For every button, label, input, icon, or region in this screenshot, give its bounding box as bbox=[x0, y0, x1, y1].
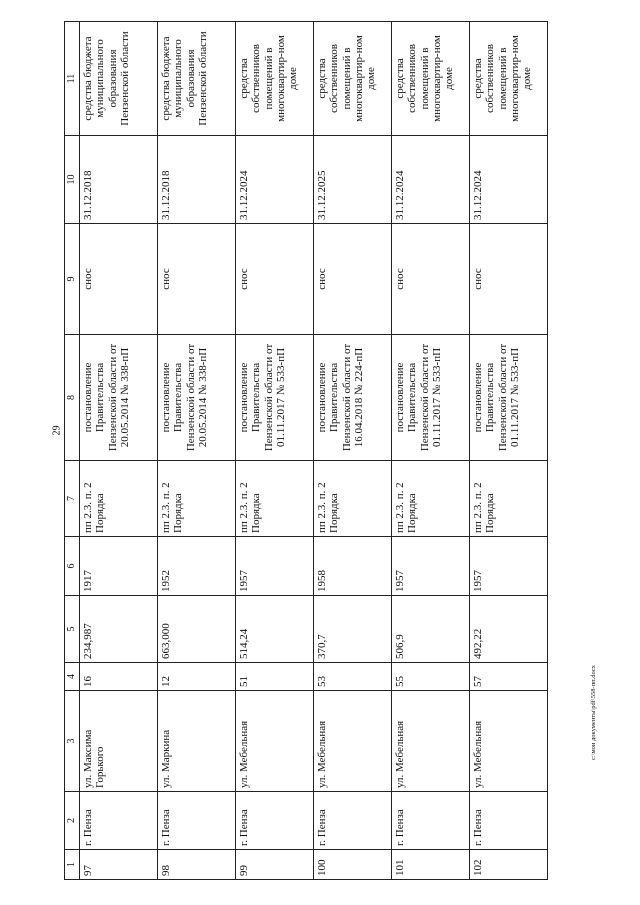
deadline-cell: 31.12.2018 bbox=[80, 136, 158, 224]
table-row bbox=[236, 22, 314, 880]
street-cell: ул. Мебельная bbox=[470, 691, 548, 792]
deadline-cell: 31.12.2018 bbox=[158, 136, 236, 224]
basis-cell: пп 2.3. п. 2 Порядка bbox=[80, 461, 158, 537]
column-header-10: 10 bbox=[65, 136, 80, 224]
basis-cell: пп 2.3. п. 2 Порядка bbox=[392, 461, 470, 537]
action-cell: снос bbox=[80, 224, 158, 335]
city-cell: г. Пенза bbox=[158, 792, 236, 850]
action-cell: снос bbox=[470, 224, 548, 335]
basis-cell: пп 2.3. п. 2 Порядка bbox=[470, 461, 548, 537]
column-header-7: 7 bbox=[65, 461, 80, 537]
row-number-cell: 100 bbox=[314, 850, 392, 880]
funding-source-cell: средства собственников помещений в многоквартир-ном доме bbox=[236, 22, 314, 136]
deadline-cell: 31.12.2024 bbox=[236, 136, 314, 224]
house-number-cell: 12 bbox=[158, 663, 236, 691]
house-number-cell: 53 bbox=[314, 663, 392, 691]
deadline-cell: 31.12.2024 bbox=[470, 136, 548, 224]
area-cell: 514,24 bbox=[236, 596, 314, 663]
house-number-cell: 55 bbox=[392, 663, 470, 691]
street-cell: ул. Максима Горького bbox=[80, 691, 158, 792]
year-built-cell: 1957 bbox=[392, 537, 470, 596]
housing-table-container bbox=[64, 22, 582, 880]
row-number-cell: 101 bbox=[392, 850, 470, 880]
area-cell: 492,22 bbox=[470, 596, 548, 663]
table-row bbox=[158, 22, 236, 880]
area-cell: 370,7 bbox=[314, 596, 392, 663]
footer-file-path: c:\мои документы\pdf\558-пп.docx bbox=[590, 665, 597, 760]
basis-cell: пп 2.3. п. 2 Порядка bbox=[158, 461, 236, 537]
header-row bbox=[65, 22, 80, 880]
basis-cell: пп 2.3. п. 2 Порядка bbox=[236, 461, 314, 537]
housing-table bbox=[64, 21, 548, 880]
column-header-5: 5 bbox=[65, 596, 80, 663]
column-header-8: 8 bbox=[65, 335, 80, 461]
year-built-cell: 1957 bbox=[236, 537, 314, 596]
city-cell: г. Пенза bbox=[470, 792, 548, 850]
column-header-4: 4 bbox=[65, 663, 80, 691]
resolution-cell: постановление Правительства Пензенской области от 01.11.2017 № 533-пП bbox=[470, 335, 548, 461]
table-row bbox=[314, 22, 392, 880]
city-cell: г. Пенза bbox=[80, 792, 158, 850]
city-cell: г. Пенза bbox=[392, 792, 470, 850]
deadline-cell: 31.12.2024 bbox=[392, 136, 470, 224]
funding-source-cell: средства собственников помещений в многоквартир-ном доме bbox=[470, 22, 548, 136]
action-cell: снос bbox=[236, 224, 314, 335]
year-built-cell: 1952 bbox=[158, 537, 236, 596]
resolution-cell: постановление Правительства Пензенской области от 16.04.2018 № 224-пП bbox=[314, 335, 392, 461]
resolution-cell: постановление Правительства Пензенской области от 20.05.2014 № 338-пП bbox=[80, 335, 158, 461]
resolution-cell: постановление Правительства Пензенской области от 20.05.2014 № 338-пП bbox=[158, 335, 236, 461]
year-built-cell: 1958 bbox=[314, 537, 392, 596]
action-cell: снос bbox=[392, 224, 470, 335]
action-cell: снос bbox=[314, 224, 392, 335]
house-number-cell: 16 bbox=[80, 663, 158, 691]
year-built-cell: 1957 bbox=[470, 537, 548, 596]
street-cell: ул. Мебельная bbox=[314, 691, 392, 792]
street-cell: ул. Мебельная bbox=[236, 691, 314, 792]
funding-source-cell: средства собственников помещений в многоквартир-ном доме bbox=[314, 22, 392, 136]
street-cell: ул. Маркина bbox=[158, 691, 236, 792]
table-row bbox=[470, 22, 548, 880]
column-header-2: 2 bbox=[65, 792, 80, 850]
street-cell: ул. Мебельная bbox=[392, 691, 470, 792]
funding-source-cell: средства бюджета муниципального образования Пензенской области bbox=[158, 22, 236, 136]
resolution-cell: постановление Правительства Пензенской области от 01.11.2017 № 533-пП bbox=[236, 335, 314, 461]
basis-cell: пп 2.3. п. 2 Порядка bbox=[314, 461, 392, 537]
row-number-cell: 99 bbox=[236, 850, 314, 880]
column-header-6: 6 bbox=[65, 537, 80, 596]
year-built-cell: 1917 bbox=[80, 537, 158, 596]
area-cell: 234,987 bbox=[80, 596, 158, 663]
area-cell: 663,000 bbox=[158, 596, 236, 663]
house-number-cell: 51 bbox=[236, 663, 314, 691]
resolution-cell: постановление Правительства Пензенской области от 01.11.2017 № 533-пП bbox=[392, 335, 470, 461]
table-body bbox=[80, 22, 548, 880]
column-header-11: 11 bbox=[65, 22, 80, 136]
page-number: 29 bbox=[51, 425, 63, 436]
column-header-1: 1 bbox=[65, 850, 80, 880]
funding-source-cell: средства бюджета муниципального образования Пензенской области bbox=[80, 22, 158, 136]
column-header-3: 3 bbox=[65, 691, 80, 792]
funding-source-cell: средства собственников помещений в многоквартир-ном доме bbox=[392, 22, 470, 136]
city-cell: г. Пенза bbox=[236, 792, 314, 850]
row-number-cell: 97 bbox=[80, 850, 158, 880]
city-cell: г. Пенза bbox=[314, 792, 392, 850]
area-cell: 506,9 bbox=[392, 596, 470, 663]
column-header-9: 9 bbox=[65, 224, 80, 335]
house-number-cell: 57 bbox=[470, 663, 548, 691]
table-row bbox=[80, 22, 158, 880]
row-number-cell: 98 bbox=[158, 850, 236, 880]
row-number-cell: 102 bbox=[470, 850, 548, 880]
deadline-cell: 31.12.2025 bbox=[314, 136, 392, 224]
action-cell: снос bbox=[158, 224, 236, 335]
table-row bbox=[392, 22, 470, 880]
